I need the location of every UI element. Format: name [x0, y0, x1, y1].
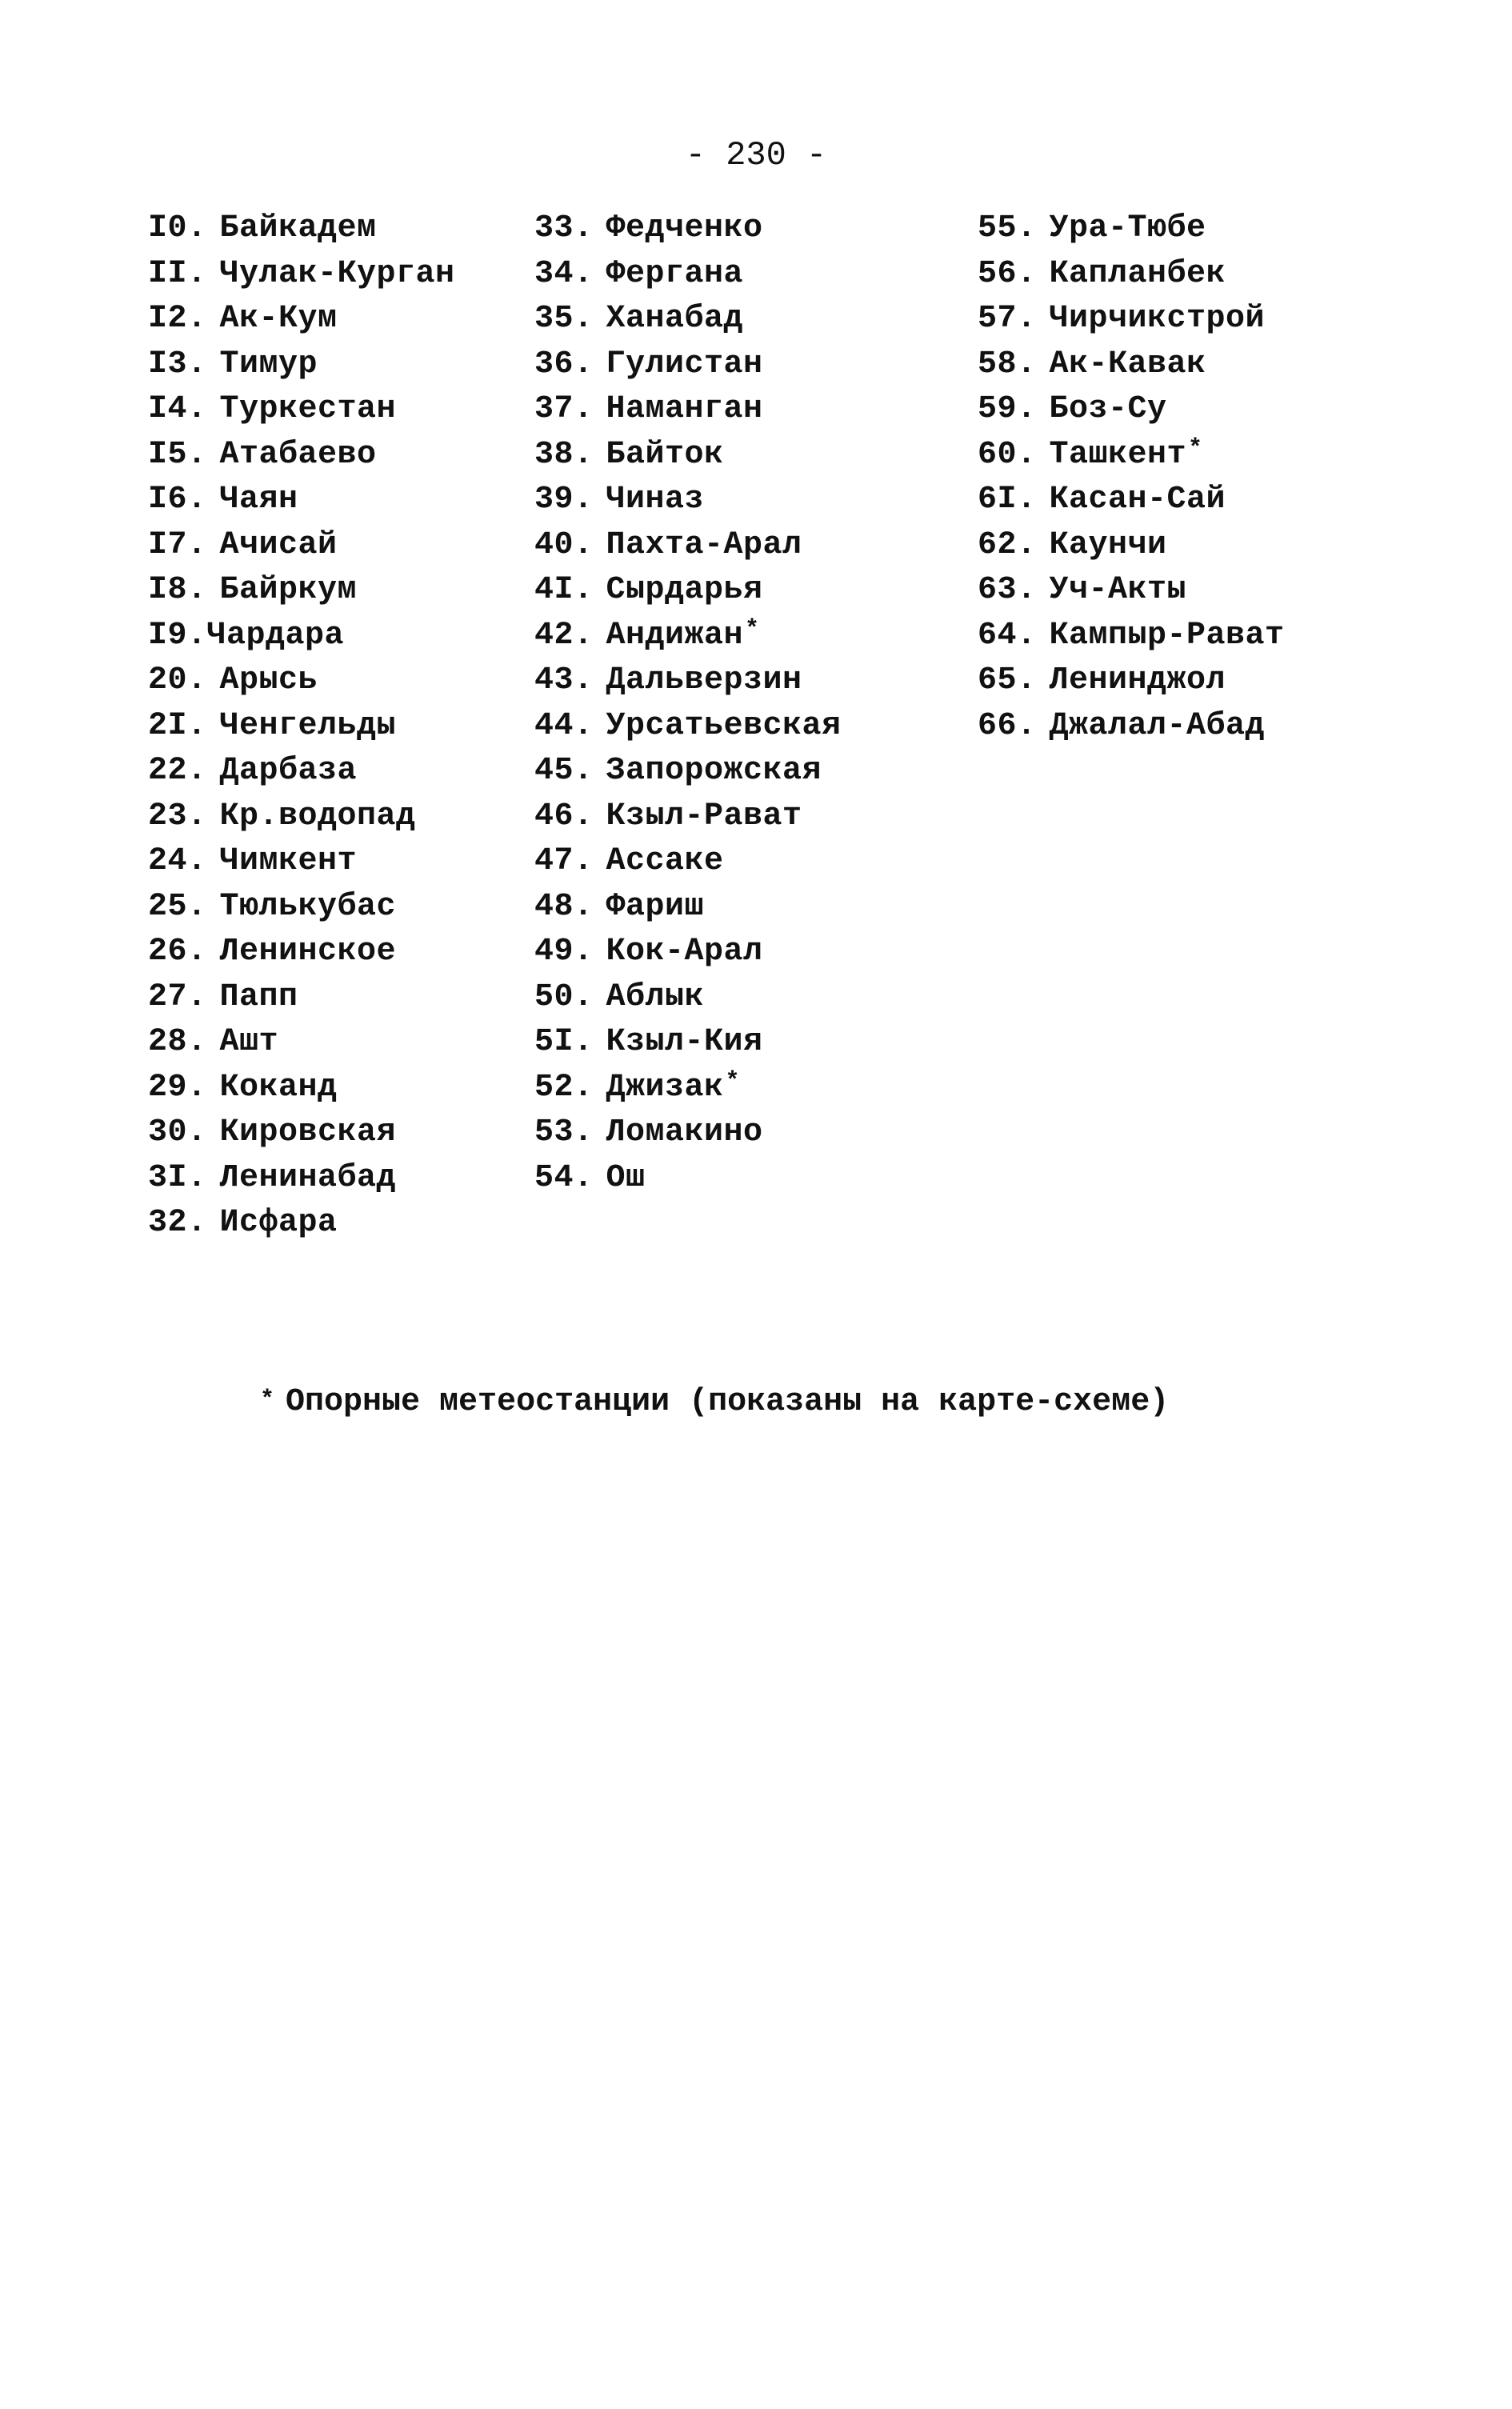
station-number: 60.	[978, 436, 1037, 473]
footnote-marker: *	[260, 1387, 275, 1414]
station-name: Тюлькубас	[219, 888, 397, 925]
station-number: 43.	[534, 662, 594, 698]
station-number: 32.	[148, 1205, 207, 1241]
station-item	[978, 297, 1285, 342]
station-item	[148, 252, 455, 298]
station-name: Ак-Кум	[219, 301, 338, 337]
station-name: Пахта-Арал	[606, 526, 802, 563]
station-number: 27.	[148, 978, 207, 1015]
station-item	[148, 568, 455, 614]
station-name: Туркестан	[219, 391, 397, 427]
station-name: Ак-Кавак	[1049, 346, 1206, 382]
station-number: 56.	[978, 255, 1037, 292]
station-item	[148, 975, 455, 1021]
station-item	[534, 658, 842, 704]
station-number: 37.	[534, 391, 594, 427]
station-name: Ломакино	[606, 1114, 763, 1150]
station-number: 49.	[534, 934, 594, 970]
station-name: Чулак-Курган	[219, 255, 455, 292]
station-name: Наманган	[606, 391, 763, 427]
station-number: 28.	[148, 1024, 207, 1060]
station-number: 38.	[534, 436, 594, 473]
station-item	[534, 1156, 842, 1202]
station-name: Чирчикстрой	[1049, 301, 1266, 337]
station-name: Байркум	[219, 572, 358, 608]
station-number: 48.	[534, 888, 594, 925]
station-item	[148, 478, 455, 523]
station-item	[148, 704, 455, 750]
station-name: Ташкент	[1049, 436, 1187, 473]
station-number: 63.	[978, 572, 1037, 608]
station-name: Боз-Су	[1049, 391, 1167, 427]
station-number: 6I.	[978, 482, 1037, 518]
station-item	[148, 885, 455, 930]
station-name: Капланбек	[1049, 255, 1226, 292]
station-name: Сырдарья	[606, 572, 763, 608]
station-number: 45.	[534, 753, 594, 789]
station-name: Кампыр-Рават	[1049, 617, 1285, 654]
station-number: 40.	[534, 526, 594, 563]
page-number: - 230 -	[685, 136, 827, 174]
station-item	[534, 975, 842, 1021]
station-item	[534, 749, 842, 794]
station-item	[978, 658, 1285, 704]
station-name: Уч-Акты	[1049, 572, 1187, 608]
station-item	[978, 523, 1285, 569]
station-number: 46.	[534, 798, 594, 834]
station-item	[148, 297, 455, 342]
station-item	[534, 885, 842, 930]
station-name: Тимур	[219, 346, 318, 382]
station-item	[148, 1156, 455, 1202]
station-item	[978, 387, 1285, 433]
station-item	[978, 252, 1285, 298]
station-number: 50.	[534, 978, 594, 1015]
station-item	[534, 252, 842, 298]
station-number: 58.	[978, 346, 1037, 382]
station-name: Дарбаза	[219, 753, 358, 789]
station-number: 64.	[978, 617, 1037, 654]
station-name: Джизак	[606, 1069, 724, 1106]
station-name: Ленинское	[219, 934, 397, 970]
station-number: I6.	[148, 482, 207, 518]
station-item	[534, 704, 842, 750]
station-name: Ош	[606, 1159, 646, 1196]
station-number: 24.	[148, 843, 207, 879]
station-name: Урсатьевская	[606, 707, 842, 744]
station-number: 54.	[534, 1159, 594, 1196]
station-number: 59.	[978, 391, 1037, 427]
station-item	[148, 387, 455, 433]
station-number: I4.	[148, 391, 207, 427]
station-name: Джалал-Абад	[1049, 707, 1266, 744]
station-number: 4I.	[534, 572, 594, 608]
station-name: Коканд	[219, 1069, 338, 1106]
station-item	[534, 930, 842, 975]
station-name: Ленинджол	[1049, 662, 1226, 698]
station-number: 33.	[534, 210, 594, 246]
station-name: Аблык	[606, 978, 705, 1015]
station-number: 55.	[978, 210, 1037, 246]
station-number: 20.	[148, 662, 207, 698]
station-item	[534, 523, 842, 569]
station-item	[534, 387, 842, 433]
station-item	[534, 478, 842, 523]
station-item	[534, 839, 842, 885]
station-name: Запорожская	[606, 753, 822, 789]
station-name: Папп	[219, 978, 298, 1015]
station-item	[978, 206, 1285, 252]
station-number: I8.	[148, 572, 207, 608]
station-name: Кзыл-Кия	[606, 1024, 763, 1060]
station-item	[148, 1201, 455, 1247]
station-item	[534, 433, 842, 478]
station-name: Кр.водопад	[219, 798, 416, 834]
station-item	[148, 1066, 455, 1111]
station-item	[978, 614, 1285, 659]
station-name: Ачисай	[219, 526, 338, 563]
station-number: 57.	[978, 301, 1037, 337]
station-name: Ханабад	[606, 301, 744, 337]
station-number: 52.	[534, 1069, 594, 1106]
station-number: 42.	[534, 617, 594, 654]
station-number: 25.	[148, 888, 207, 925]
station-number: 35.	[534, 301, 594, 337]
station-name: Байкадем	[219, 210, 377, 246]
station-item	[534, 297, 842, 342]
station-item	[534, 1110, 842, 1156]
station-number: I5.	[148, 436, 207, 473]
station-number: II.	[148, 255, 207, 292]
reference-station-marker: *	[1188, 434, 1203, 462]
station-item	[534, 342, 842, 388]
station-number: 36.	[534, 346, 594, 382]
station-item	[148, 930, 455, 975]
station-item	[148, 658, 455, 704]
station-name: Федченко	[606, 210, 763, 246]
station-name: Касан-Сай	[1049, 482, 1226, 518]
reference-station-marker: *	[725, 1067, 741, 1095]
station-list-column-2	[534, 206, 842, 1201]
station-number: I3.	[148, 346, 207, 382]
station-item	[978, 478, 1285, 523]
station-name: Ченгельды	[219, 707, 397, 744]
station-item	[978, 342, 1285, 388]
station-number: I0.	[148, 210, 207, 246]
station-number: 26.	[148, 934, 207, 970]
station-name: Чиназ	[606, 482, 705, 518]
station-item	[534, 794, 842, 840]
station-item	[148, 433, 455, 478]
station-number: I2.	[148, 301, 207, 337]
station-number: 22.	[148, 753, 207, 789]
station-number: 29.	[148, 1069, 207, 1106]
station-item	[148, 614, 455, 659]
station-name: Андижан	[606, 617, 744, 654]
station-number: 5I.	[534, 1024, 594, 1060]
station-number: 30.	[148, 1114, 207, 1150]
station-name: Ассаке	[606, 843, 724, 879]
station-name: Гулистан	[606, 346, 763, 382]
station-number: 2I.	[148, 707, 207, 744]
station-item	[148, 1110, 455, 1156]
station-number: 65.	[978, 662, 1037, 698]
station-number: 47.	[534, 843, 594, 879]
station-name: Фариш	[606, 888, 705, 925]
station-name: Байток	[606, 436, 724, 473]
station-item	[148, 794, 455, 840]
station-name: Ура-Тюбе	[1049, 210, 1206, 246]
station-number: 53.	[534, 1114, 594, 1150]
station-list-column-3	[978, 206, 1285, 749]
station-item	[148, 839, 455, 885]
station-name: Арысь	[219, 662, 318, 698]
station-name: Кок-Арал	[606, 934, 763, 970]
station-item	[148, 749, 455, 794]
footnote-text: Опорные метеостанции (показаны на карте-схеме)	[286, 1384, 1170, 1420]
station-item	[978, 704, 1285, 750]
station-item	[534, 206, 842, 252]
station-item	[978, 568, 1285, 614]
station-item	[534, 614, 842, 659]
station-name: Чардара	[206, 617, 345, 654]
station-number: 44.	[534, 707, 594, 744]
station-name: Дальверзин	[606, 662, 802, 698]
station-item	[148, 342, 455, 388]
station-number: I9.	[148, 617, 207, 654]
station-name: Каунчи	[1049, 526, 1167, 563]
station-number: 23.	[148, 798, 207, 834]
station-item	[148, 523, 455, 569]
station-item	[978, 433, 1285, 478]
station-number: I7.	[148, 526, 207, 563]
station-name: Кировская	[219, 1114, 397, 1150]
station-item	[148, 206, 455, 252]
station-name: Исфара	[219, 1205, 338, 1241]
station-number: 3I.	[148, 1159, 207, 1196]
station-item	[534, 568, 842, 614]
station-name: Фергана	[606, 255, 744, 292]
station-item	[148, 1020, 455, 1066]
station-number: 66.	[978, 707, 1037, 744]
station-number: 62.	[978, 526, 1037, 563]
station-name: Чаян	[219, 482, 298, 518]
station-name: Чимкент	[219, 843, 358, 879]
reference-station-marker: *	[745, 615, 760, 643]
station-number: 34.	[534, 255, 594, 292]
station-item	[534, 1020, 842, 1066]
footnote	[260, 1384, 1169, 1420]
station-name: Кзыл-Рават	[606, 798, 802, 834]
station-item	[534, 1066, 842, 1111]
station-name: Ашт	[219, 1024, 279, 1060]
station-name: Атабаево	[219, 436, 377, 473]
station-name: Ленинабад	[219, 1159, 397, 1196]
station-number: 39.	[534, 482, 594, 518]
station-list-column-1	[148, 206, 455, 1247]
